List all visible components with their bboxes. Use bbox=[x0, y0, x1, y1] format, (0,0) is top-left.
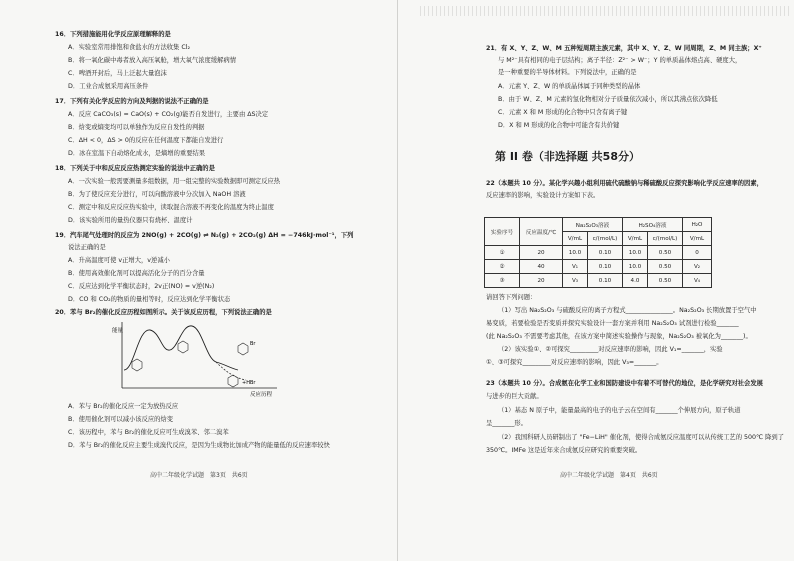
q22-part-1-line-1: （1）写出 Na₂S₂O₃ 与硫酸反应的离子方程式_______________。Na₂S₂O₃ 长期放置于空气中 bbox=[498, 307, 757, 314]
th-sub-c2: c/(mol/L) bbox=[648, 232, 683, 246]
table-cell: 10.0 bbox=[623, 246, 648, 260]
q21-line-1: 21．有 X、Y、Z、W、M 五种短周期主族元素，其中 X、Y、Z、W 同周期，Z、M 同主族；X⁺ bbox=[486, 45, 762, 52]
q16-option-d: D．工业合成氨采用高压条件 bbox=[68, 83, 149, 90]
th-sub-v3: V/mL bbox=[683, 232, 712, 246]
th-sub-v1: V/mL bbox=[563, 232, 588, 246]
q16-option-b: B．将一氧化碳中毒者放入高压氧舱，增大氧气浓度缓解病情 bbox=[68, 57, 237, 64]
table-cell: 0.10 bbox=[588, 246, 623, 260]
q18-stem: 18．下列关于中和反应反应热测定实验的说法中正确的是 bbox=[55, 165, 215, 172]
q23-part-1-line-2: 呈_______形。 bbox=[486, 420, 527, 427]
q23-part-2-line-2: 350℃。IMFe 这是近年来合成氨反应研究的重要突破。 bbox=[486, 447, 642, 454]
arenium-ring bbox=[178, 341, 188, 353]
table-cell: 40 bbox=[520, 260, 563, 274]
q22-answer-prompt: 请回答下列问题： bbox=[486, 294, 537, 301]
scan-noise bbox=[420, 6, 790, 16]
q17-option-a: A．反应 CaCO₃(s) = CaO(s) + CO₂(g)能否自发进行，主要由 ΔS决定 bbox=[68, 111, 269, 118]
table-cell: V₄ bbox=[683, 274, 712, 288]
q20-stem: 20．苯与 Br₂的催化反应历程如图所示。关于该反应历程，下列说法正确的是 bbox=[55, 309, 272, 316]
q22-intro-1: 22（本题共 10 分）。某化学兴趣小组利用硫代硫酸钠与稀硫酸反应探究影响化学反应速率的因素， bbox=[486, 180, 763, 187]
th-sub-v2: V/mL bbox=[623, 232, 648, 246]
table-row bbox=[485, 246, 712, 260]
q21-option-d: D．X 和 M 形成的化合物中可能含有共价键 bbox=[498, 122, 620, 129]
q23-part-1-line-1: （1）基态 N 原子中，能量最高的电子的电子云在空间有_______个伸展方向，原子轨道 bbox=[498, 407, 741, 414]
q17-option-c: C．ΔH < 0，ΔS > 0的反应在任何温度下都能自发进行 bbox=[68, 137, 224, 144]
q20-option-c: C．该历程中，苯与 Br₂的催化反应可生成溴苯、邻二溴苯 bbox=[68, 429, 229, 436]
q19-option-c: C．反应达到化学平衡状态时，2v正(NO) = v逆(N₂) bbox=[68, 283, 215, 290]
q19-option-d: D．CO 和 CO₂的物质的量相等时，反应达到化学平衡状态 bbox=[68, 296, 231, 303]
table-cell: ③ bbox=[485, 274, 520, 288]
th-water: H₂O bbox=[683, 218, 712, 232]
q19-stem: 19．汽车尾气处理时的反应为 2NO(g) + 2CO(g) ⇌ N₂(g) + 2CO₂(g) ΔH = −746kJ·mol⁻¹，下列 bbox=[55, 232, 354, 239]
q20-option-d: D．苯与 Br₂的催化反应主要生成溴代反应，是因为生成物比加成产物的能量低的反应速率较快 bbox=[68, 442, 330, 449]
diagram-br-label: Br bbox=[250, 341, 256, 347]
energy-profile-curve bbox=[124, 326, 238, 370]
section-title: 第 II 卷（非选择题 共58分） bbox=[495, 150, 640, 163]
table-row bbox=[485, 260, 712, 274]
diagram-x-label: 反应历程 bbox=[250, 392, 273, 398]
q21-option-c: C．元素 X 和 M 形成的化合物中只含有离子键 bbox=[498, 109, 628, 116]
table-cell: 0 bbox=[683, 246, 712, 260]
q17-option-d: D．冰在室温下自动熔化成水，是熵增的重要结果 bbox=[68, 150, 206, 157]
table-cell: 0.50 bbox=[648, 274, 683, 288]
q21-line-3: 是一种重要的半导体材料。下列说法中，正确的是 bbox=[498, 69, 637, 76]
q16-stem: 16．下列措施能用化学反应原理解释的是 bbox=[55, 31, 171, 38]
q23-part-2-line-1: （2）我国科研人员研制出了 "Fe−LiH" 催化剂，使得合成氨反应温度可以从传统工艺的 500℃ 降到了 bbox=[498, 434, 785, 441]
table-cell: 0.50 bbox=[648, 260, 683, 274]
q22-part-1-line-3: (此 Na₂S₂O₃ 不需要考虑其他，在该方案中简述实验操作与现象，Na₂S₂O₃ 被氧化为_______)。 bbox=[486, 333, 752, 340]
table-cell: 20 bbox=[520, 274, 563, 288]
table-cell: 10.0 bbox=[563, 246, 588, 260]
q23-line-2: 与进步的巨大贡献。 bbox=[486, 393, 543, 400]
right-page-footer: 高中二年级化学试题 第4页 共6页 bbox=[560, 472, 658, 479]
th-sub-c1: c/(mol/L) bbox=[588, 232, 623, 246]
left-page-footer: 高中二年级化学试题 第3页 共6页 bbox=[150, 472, 248, 479]
th-na2s2o3: Na₂S₂O₃溶液 bbox=[563, 218, 623, 232]
q23-line-1: 23（本题共 10 分）。合成氨在化学工业和国防建设中有着不可替代的地位，是化学研究对社会发展 bbox=[486, 380, 763, 387]
q19-option-a: A．升高温度可使 v正增大，v逆减小 bbox=[68, 257, 170, 264]
th-experiment-no: 实验序号 bbox=[485, 218, 520, 246]
product-ring bbox=[228, 375, 238, 387]
benzene-ring-reactant bbox=[132, 359, 142, 371]
q21-option-a: A．元素 Y、Z、W 的单质晶体属于同种类型的晶体 bbox=[498, 83, 641, 90]
q20-option-b: B．使用催化剂可以减小该反应的焓变 bbox=[68, 416, 174, 423]
q21-line-2: 与 M²⁻具有相同的电子层结构；离子半径：Z²⁻ > W⁻；Y 的单质晶体熔点高、硬度大， bbox=[498, 57, 742, 64]
table-cell: ② bbox=[485, 260, 520, 274]
q22-part-2-line-2: ①、③可探究_________对反应速率的影响，因此 V₃=_______。 bbox=[486, 359, 663, 366]
q21-option-b: B．由于 W、Z、M 元素的氢化物相对分子质量依次减小，所以其沸点依次降低 bbox=[498, 96, 718, 103]
table-cell: V₃ bbox=[563, 274, 588, 288]
diagram-y-label: 能量 bbox=[112, 328, 124, 334]
table-cell: ① bbox=[485, 246, 520, 260]
table-cell: 0.10 bbox=[588, 260, 623, 274]
q22-part-1-line-2: 易变质，若要检验是否变质并探究实验设计一套方案并利用 Na₂S₂O₃ 试剂进行检验_______ bbox=[486, 320, 739, 327]
table-cell: 0.10 bbox=[588, 274, 623, 288]
table-cell: V₂ bbox=[683, 260, 712, 274]
q16-option-c: C．啤酒开封后，马上泛起大量泡沫 bbox=[68, 70, 167, 77]
q17-stem: 17．下列有关化学反应的方向及判据的说法不正确的是 bbox=[55, 98, 209, 105]
q22-part-2-line-1: （2）该实验①、②可探究_________对反应速率的影响，因此 V₁=_______，实验 bbox=[498, 346, 723, 353]
q18-option-c: C．测定中和反应反应热实验中，读取混合溶液不再变化的温度为终止温度 bbox=[68, 204, 274, 211]
experiment-table bbox=[484, 217, 712, 288]
q18-option-a: A．一次实验一般需要测量多组数据，用一组完整的实验数据即可测定反应热 bbox=[68, 178, 281, 185]
q22-intro-2: 反应速率的影响，实验设计方案如下表。 bbox=[486, 192, 600, 199]
table-cell: V₁ bbox=[563, 260, 588, 274]
q18-option-d: D．该实验所用的量热仪器只有烧杯、温度计 bbox=[68, 217, 193, 224]
table-cell: 10.0 bbox=[623, 260, 648, 274]
th-h2so4: H₂SO₄溶液 bbox=[623, 218, 683, 232]
q20-option-a: A．苯与 Br₂的催化反应一定为放热反应 bbox=[68, 403, 179, 410]
table-cell: 0.50 bbox=[648, 246, 683, 260]
q18-option-b: B．为了使反应充分进行，可以向酸溶液中分次加入 NaOH 溶液 bbox=[68, 191, 246, 198]
table-cell: 20 bbox=[520, 246, 563, 260]
reaction-energy-diagram bbox=[112, 318, 282, 398]
side-branch-curve bbox=[216, 362, 246, 380]
q19-option-b: B．使用高效催化剂可以提高活化分子的百分含量 bbox=[68, 270, 205, 277]
q19-stem-continued: 说法正确的是 bbox=[68, 244, 106, 251]
bromobenzene-ring bbox=[238, 343, 248, 355]
table-cell: 4.0 bbox=[623, 274, 648, 288]
table-row bbox=[485, 274, 712, 288]
q17-option-b: B．焓变或熵变均可以单独作为反应自发性的判据 bbox=[68, 124, 205, 131]
q16-option-a: A．实验室常用排饱和食盐水的方法收集 Cl₂ bbox=[68, 44, 191, 51]
diagram-hbr-label: +HBr bbox=[242, 380, 256, 386]
th-temperature: 反应温度/℃ bbox=[520, 218, 563, 246]
